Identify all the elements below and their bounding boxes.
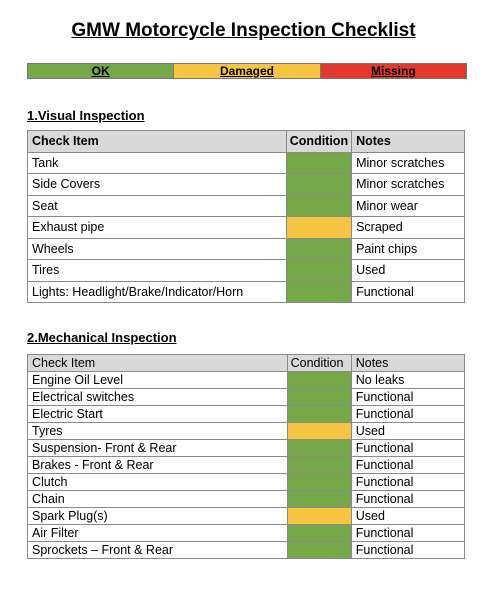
condition-cell xyxy=(287,372,351,389)
check-item-cell: Lights: Headlight/Brake/Indicator/Horn xyxy=(28,281,287,303)
check-item-cell: Brakes - Front & Rear xyxy=(28,457,288,474)
check-item-cell: Exhaust pipe xyxy=(28,217,287,239)
table-row xyxy=(28,457,465,474)
header-notes: Notes xyxy=(351,355,464,372)
check-item-cell: Spark Plug(s) xyxy=(28,508,288,525)
notes-cell: Paint chips xyxy=(352,238,465,260)
notes-cell: Minor scratches xyxy=(352,174,465,196)
table-header-row xyxy=(28,131,465,153)
condition-cell xyxy=(287,474,351,491)
condition-cell xyxy=(286,174,351,196)
notes-cell: Minor wear xyxy=(352,195,465,217)
notes-cell: Functional xyxy=(351,542,464,559)
condition-cell xyxy=(286,195,351,217)
condition-cell xyxy=(286,152,351,174)
table-row xyxy=(28,389,465,406)
header-notes: Notes xyxy=(352,131,465,153)
table-row xyxy=(28,542,465,559)
legend-missing: Missing xyxy=(321,64,466,78)
section-title-mechanical: 2.Mechanical Inspection xyxy=(27,330,177,345)
table-row xyxy=(28,281,465,303)
notes-cell: Functional xyxy=(351,440,464,457)
notes-cell: Functional xyxy=(351,474,464,491)
notes-cell: Scraped xyxy=(352,217,465,239)
check-item-cell: Clutch xyxy=(28,474,288,491)
notes-cell: Minor scratches xyxy=(352,152,465,174)
notes-cell: Used xyxy=(352,260,465,282)
notes-cell: Functional xyxy=(351,457,464,474)
notes-cell: Used xyxy=(351,508,464,525)
table-row xyxy=(28,440,465,457)
notes-cell: Functional xyxy=(351,389,464,406)
check-item-cell: Electrical switches xyxy=(28,389,288,406)
check-item-cell: Air Filter xyxy=(28,525,288,542)
table-row xyxy=(28,260,465,282)
section-title-visual: 1.Visual Inspection xyxy=(27,108,145,123)
notes-cell: No leaks xyxy=(351,372,464,389)
table-header-row xyxy=(28,355,465,372)
table-row xyxy=(28,238,465,260)
condition-cell xyxy=(286,260,351,282)
visual-inspection-table xyxy=(27,130,465,303)
condition-cell xyxy=(287,491,351,508)
header-condition: Condition xyxy=(286,131,351,153)
table-row xyxy=(28,195,465,217)
table-row xyxy=(28,423,465,440)
page-title: GMW Motorcycle Inspection Checklist xyxy=(71,20,416,41)
condition-cell xyxy=(287,508,351,525)
header-condition: Condition xyxy=(287,355,351,372)
check-item-cell: Engine Oil Level xyxy=(28,372,288,389)
notes-cell: Functional xyxy=(352,281,465,303)
table-row xyxy=(28,174,465,196)
table-row xyxy=(28,491,465,508)
condition-cell xyxy=(287,440,351,457)
check-item-cell: Suspension- Front & Rear xyxy=(28,440,288,457)
check-item-cell: Electric Start xyxy=(28,406,288,423)
condition-cell xyxy=(287,457,351,474)
notes-cell: Functional xyxy=(351,406,464,423)
condition-cell xyxy=(286,217,351,239)
table-row xyxy=(28,525,465,542)
notes-cell: Functional xyxy=(351,491,464,508)
table-row xyxy=(28,372,465,389)
condition-cell xyxy=(286,281,351,303)
header-check-item: Check Item xyxy=(28,131,287,153)
check-item-cell: Side Covers xyxy=(28,174,287,196)
check-item-cell: Tires xyxy=(28,260,287,282)
check-item-cell: Tank xyxy=(28,152,287,174)
check-item-cell: Sprockets – Front & Rear xyxy=(28,542,288,559)
condition-cell xyxy=(287,542,351,559)
notes-cell: Used xyxy=(351,423,464,440)
condition-cell xyxy=(287,389,351,406)
table-row xyxy=(28,474,465,491)
notes-cell: Functional xyxy=(351,525,464,542)
table-row xyxy=(28,152,465,174)
check-item-cell: Seat xyxy=(28,195,287,217)
check-item-cell: Tyres xyxy=(28,423,288,440)
condition-legend xyxy=(27,63,467,79)
legend-ok: OK xyxy=(28,64,174,78)
table-row xyxy=(28,508,465,525)
table-row xyxy=(28,217,465,239)
condition-cell xyxy=(286,238,351,260)
table-row xyxy=(28,406,465,423)
check-item-cell: Wheels xyxy=(28,238,287,260)
check-item-cell: Chain xyxy=(28,491,288,508)
condition-cell xyxy=(287,406,351,423)
condition-cell xyxy=(287,423,351,440)
header-check-item: Check Item xyxy=(28,355,288,372)
legend-damaged: Damaged xyxy=(174,64,320,78)
mechanical-inspection-table xyxy=(27,354,465,559)
condition-cell xyxy=(287,525,351,542)
